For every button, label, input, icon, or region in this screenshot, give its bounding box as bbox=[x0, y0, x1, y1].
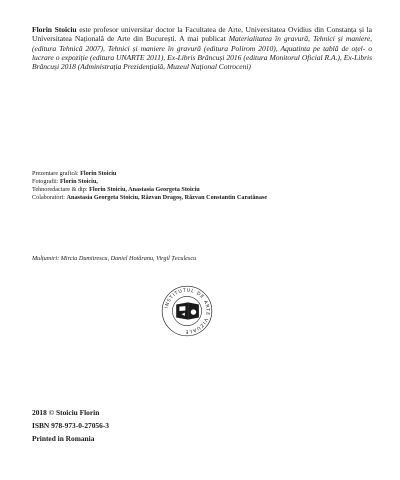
isbn-line: ISBN 978-973-0-27056-3 bbox=[32, 421, 109, 430]
credit-line bbox=[32, 170, 372, 178]
publisher-seal-logo bbox=[160, 284, 214, 338]
svg-text:INSTITUTUL DE ARTE VIZUALE: INSTITUTUL DE ARTE VIZUALE bbox=[164, 288, 210, 334]
copyright-line: 2018 © Stoiciu Florin bbox=[32, 408, 100, 417]
credit-label: Fotografii: bbox=[32, 178, 61, 186]
author-name: Florin Stoiciu bbox=[32, 25, 77, 34]
credit-label: Tehnoredactare & dtp: bbox=[32, 186, 90, 194]
credit-value: Florin Stoiciu, Anastasia Georgeta Stoiciu bbox=[89, 186, 200, 194]
credit-value: Florin Stoiciu, bbox=[60, 178, 98, 186]
printed-line: Printed in Romania bbox=[32, 434, 95, 443]
author-bio bbox=[32, 25, 372, 71]
credit-value: Florin Stoiciu bbox=[80, 170, 117, 177]
acknowledgements: Mulțumiri: Mircia Dumitrescu, Daniel Hotăranu, Virgil Țeculescu bbox=[32, 255, 197, 262]
credit-value: Anastasia Georgeta Stoiciu, Răzvan Dragoș, Răzvan Constantin Caratănase bbox=[66, 194, 268, 202]
credit-label: Colaboratori: bbox=[32, 194, 67, 202]
credit-line bbox=[32, 186, 372, 194]
credits-block bbox=[32, 170, 372, 202]
credit-label: Prezentare grafică: bbox=[32, 170, 81, 177]
credit-line bbox=[32, 178, 372, 186]
bio-works: Materialitatea în gravură, Tehnici și maniere, (editura Tehnică 2007), Tehnici și maniere în gravură (editura Polirom 2010), Aquatinta pe tablă de oțel- o lucrare o expoziție (editura UNARTE 2011), Ex-Libris Brâncuși 2016 (editura Monitorul Oficial R.A.), Ex-Libris Brâncuși 2018 (Administrația Prezidențială, Muzeul Național Cotroceni) bbox=[32, 34, 372, 72]
bio-text: este profesor universitar doctor la Facultatea de Arte, Universitatea Ovidius din Constanța și la Universitatea Națională de Arte din București. A mai publicat bbox=[32, 25, 373, 44]
publication-info bbox=[32, 406, 109, 445]
credit-line bbox=[32, 194, 372, 202]
